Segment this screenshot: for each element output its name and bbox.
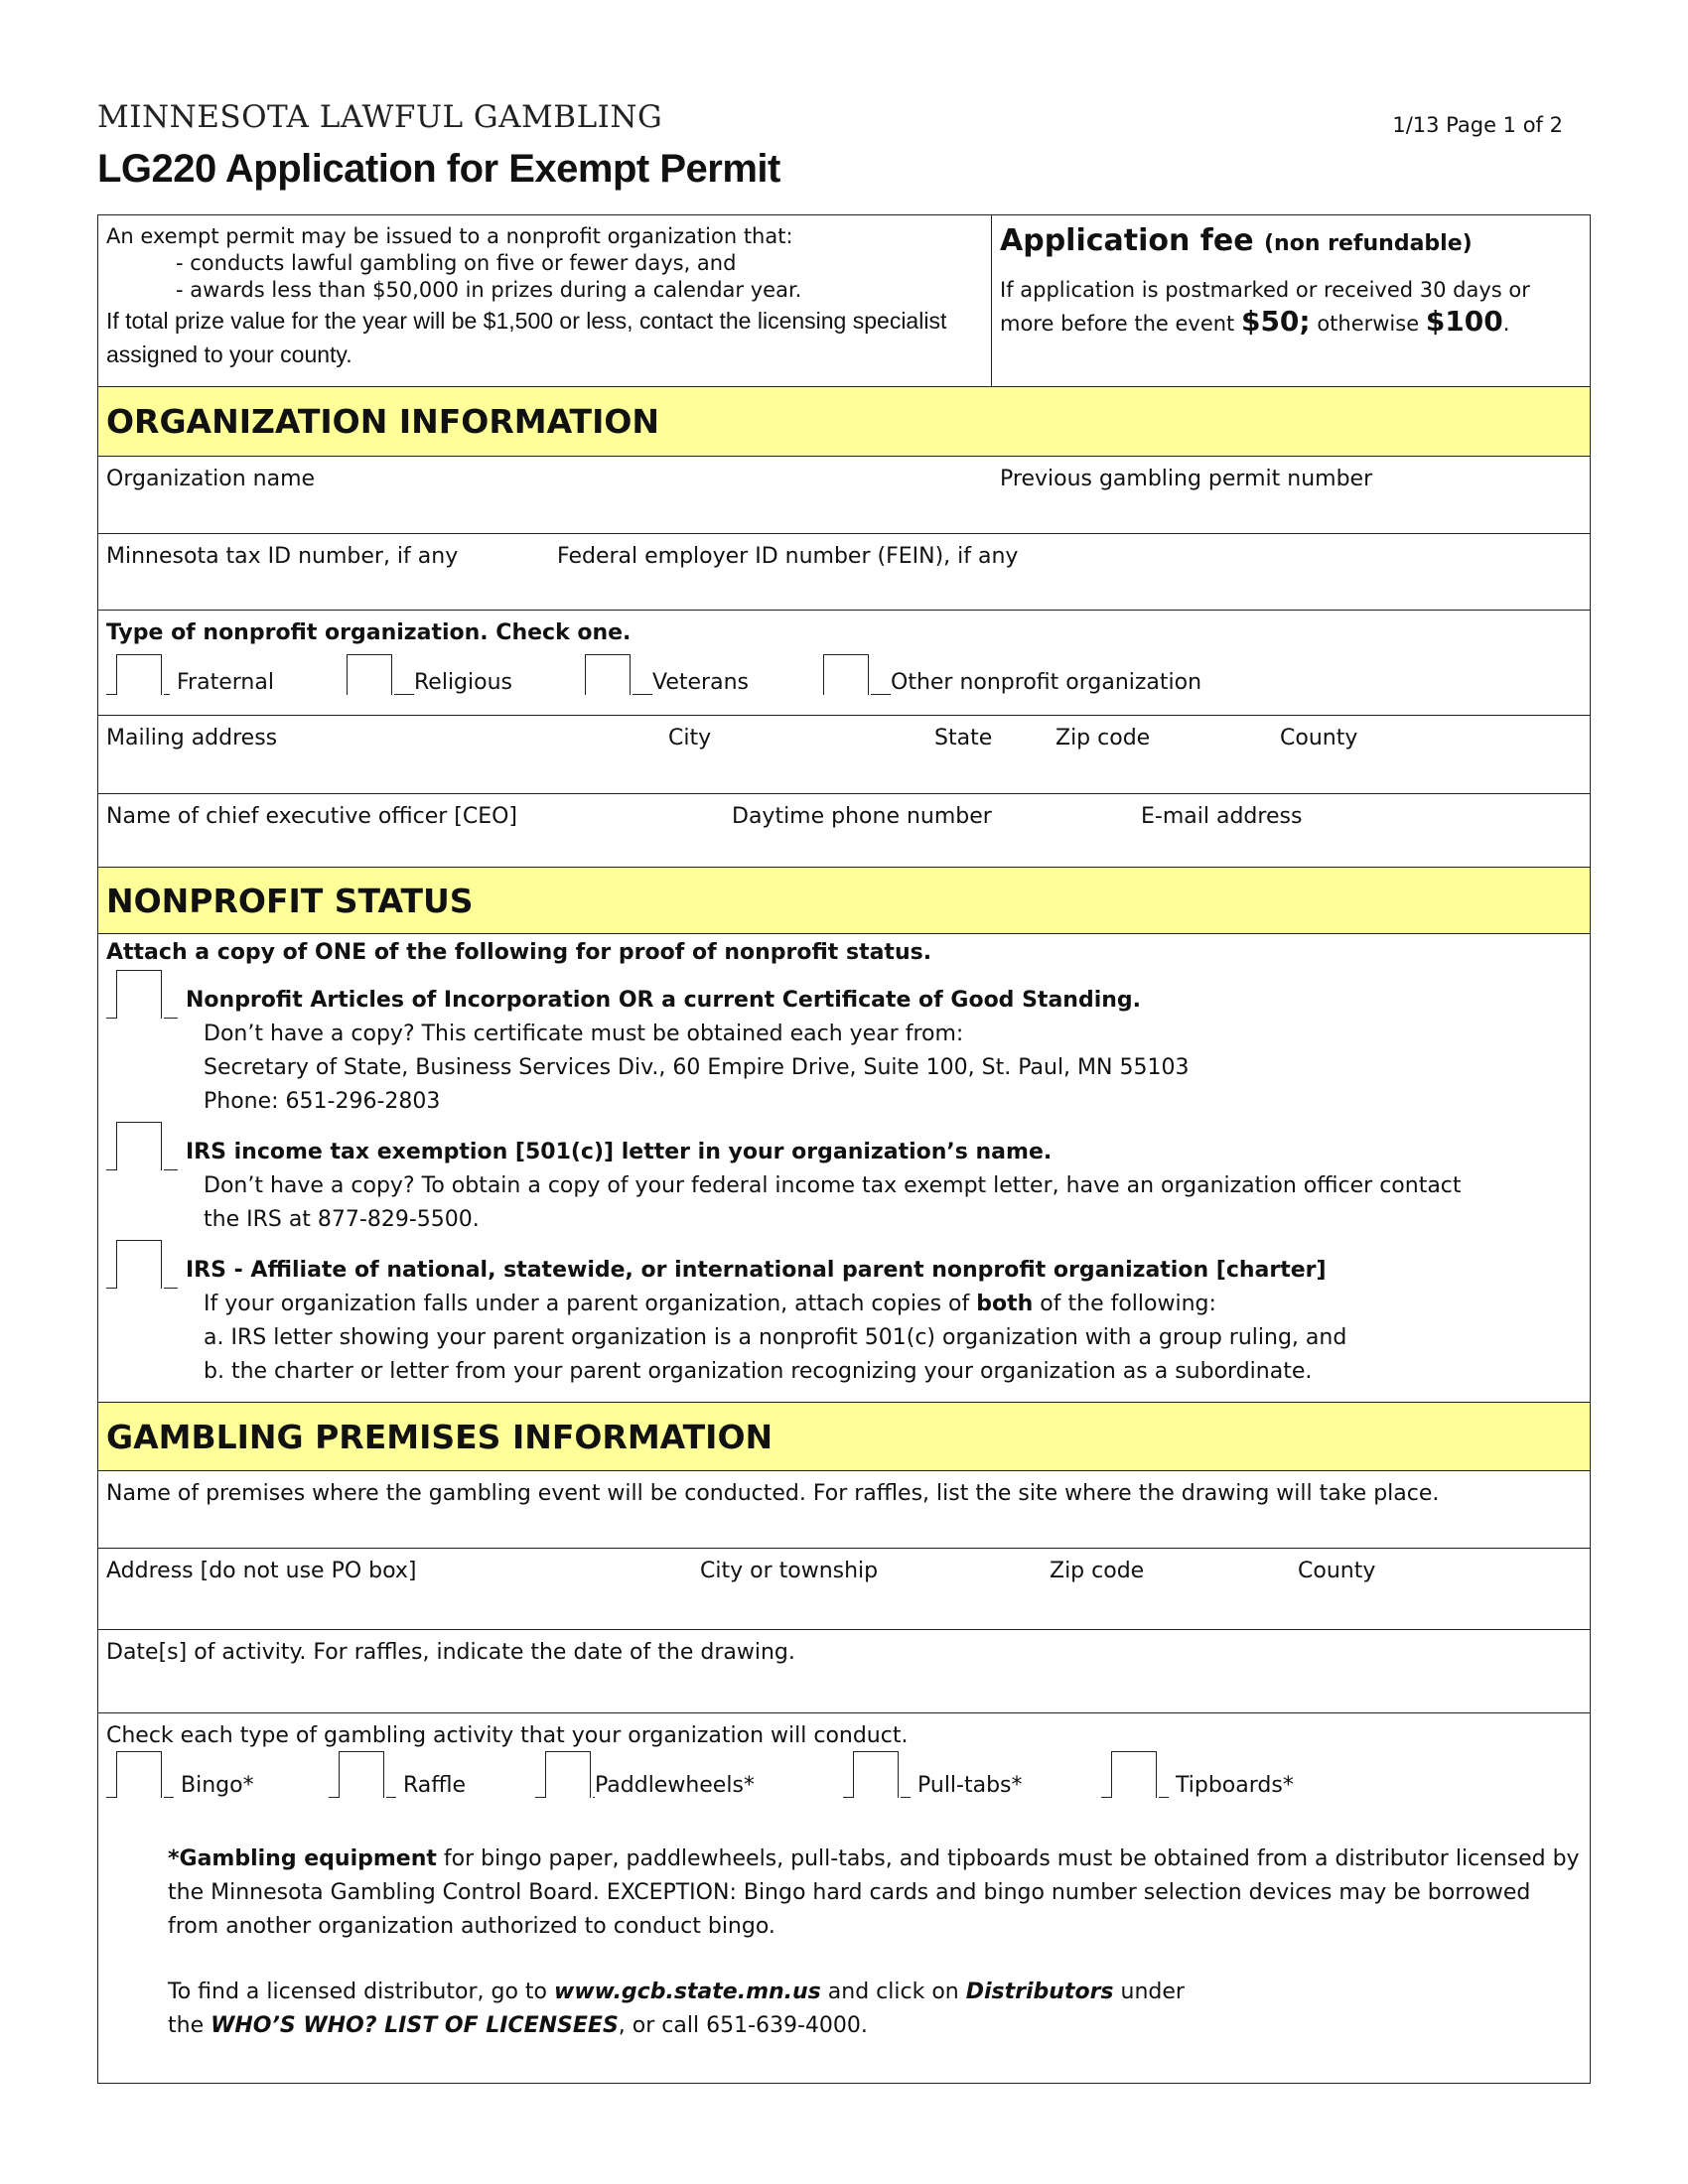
- option-text: a. IRS letter showing your parent organization is a nonprofit 501(c) organization with a group ruling, and: [204, 1325, 1347, 1350]
- checkbox[interactable]: [1111, 1751, 1157, 1798]
- checkbox[interactable]: [116, 1240, 162, 1289]
- fee-panel: [992, 215, 1590, 387]
- org-type-label-text: Veterans: [652, 670, 749, 695]
- premises-address-field[interactable]: Address [do not use PO box]: [106, 1559, 417, 1583]
- section-heading-premises: GAMBLING PREMISES INFORMATION: [98, 1403, 1590, 1471]
- org-type-row: [98, 611, 1590, 716]
- option-text-part: of the following:: [1040, 1292, 1216, 1316]
- fee-title: [1000, 223, 1582, 258]
- checkbox[interactable]: [823, 654, 869, 695]
- equipment-note-text: for bingo paper, paddlewheels, pull-tabs, and tipboards must be obtained from a distributor licensed by the Minnesota Gambling Control Board. EXCEPTION: Bingo hard cards and bingo number selection devices may be borrowed from another organization authorized to conduct bingo.: [168, 1846, 1580, 1939]
- option-text: b. the charter or letter from your parent organization recognizing your organization as a subordinate.: [204, 1359, 1313, 1384]
- fee-description: [1000, 274, 1582, 340]
- org-name-field[interactable]: Organization name: [106, 467, 316, 491]
- ceo-row: [98, 794, 1590, 868]
- org-type-fraternal[interactable]: [106, 654, 274, 695]
- mailing-address-field[interactable]: Mailing address: [106, 726, 278, 751]
- org-type-label: Type of nonprofit organization. Check one.: [106, 620, 632, 645]
- checkbox[interactable]: [585, 654, 631, 695]
- fee-title-text: Application fee: [1000, 223, 1254, 258]
- checkbox[interactable]: [116, 970, 162, 1019]
- equipment-note-bold: *Gambling equipment: [168, 1846, 437, 1871]
- checkbox[interactable]: [853, 1751, 899, 1798]
- email-field[interactable]: E-mail address: [1141, 804, 1303, 829]
- page-number: 1/13 Page 1 of 2: [1392, 113, 1563, 137]
- checkbox[interactable]: [116, 1751, 162, 1798]
- mn-tax-id-field[interactable]: Minnesota tax ID number, if any: [106, 544, 459, 569]
- form-title: LG220 Application for Exempt Permit: [97, 147, 780, 191]
- activity-label: Paddlewheels*: [595, 1773, 755, 1798]
- mailing-address-row: [98, 716, 1590, 794]
- checkbox[interactable]: [545, 1751, 591, 1798]
- intro-bullet: - conducts lawful gambling on five or fewer days, and: [176, 251, 737, 275]
- distributor-note: [168, 1976, 1580, 2043]
- activity-raffle[interactable]: [329, 1751, 466, 1798]
- org-type-label-text: Fraternal: [177, 670, 274, 695]
- checkbox[interactable]: [339, 1751, 384, 1798]
- tax-id-row: [98, 534, 1590, 611]
- activity-pulltabs[interactable]: [843, 1751, 1023, 1798]
- option-text-emphasis: both: [976, 1292, 1034, 1316]
- licensee-list-link[interactable]: WHO’S WHO? LIST OF LICENSEES: [211, 2013, 619, 2038]
- city-field[interactable]: City: [668, 726, 712, 751]
- activity-paddlewheels[interactable]: [535, 1751, 755, 1798]
- premises-city-field[interactable]: City or township: [700, 1559, 879, 1583]
- distributor-text: To find a licensed distributor, go to: [168, 1979, 547, 2004]
- intro-note: If total prize value for the year will be $1,500 or less, contact the licensing specialist assigned to your county.: [106, 308, 947, 367]
- premises-name-row: [98, 1471, 1590, 1549]
- form-body: [97, 214, 1591, 2084]
- activity-bingo[interactable]: [106, 1751, 254, 1798]
- option-text-part: If your organization falls under a parent organization, attach copies of: [204, 1292, 970, 1316]
- activity-label: Bingo*: [181, 1773, 254, 1798]
- intro-bullet: - awards less than $50,000 in prizes during a calendar year.: [176, 278, 802, 302]
- org-type-veterans[interactable]: [585, 654, 749, 695]
- fee-text: If application is postmarked or received 30 days or more before the event: [1000, 278, 1530, 336]
- section-heading-nonprofit: NONPROFIT STATUS: [98, 868, 1590, 934]
- premises-zip-field[interactable]: Zip code: [1050, 1559, 1145, 1583]
- form-page: [97, 99, 1591, 2038]
- option-text: Don’t have a copy? This certificate must be obtained each year from:: [204, 1022, 964, 1046]
- activity-label: Raffle: [403, 1773, 467, 1798]
- fee-amount-early: $50;: [1240, 305, 1311, 338]
- option-text: [186, 1288, 1346, 1321]
- fee-text: otherwise: [1317, 312, 1420, 336]
- prev-permit-field[interactable]: Previous gambling permit number: [1000, 467, 1373, 491]
- option-title: Nonprofit Articles of Incorporation OR a current Certificate of Good Standing.: [186, 988, 1142, 1013]
- activity-check-label: Check each type of gambling activity that your organization will conduct.: [106, 1723, 909, 1748]
- distributors-link[interactable]: Distributors: [965, 1979, 1114, 2004]
- org-name-row: [98, 457, 1590, 534]
- option-text: Don’t have a copy? To obtain a copy of your federal income tax exempt letter, have an organization officer contact: [204, 1173, 1462, 1198]
- activity-label: Tipboards*: [1176, 1773, 1294, 1798]
- checkbox[interactable]: [116, 1122, 162, 1170]
- distributor-text: the: [168, 2013, 205, 2038]
- gcb-website-link[interactable]: www.gcb.state.mn.us: [554, 1979, 821, 2004]
- premises-name-field[interactable]: Name of premises where the gambling event will be conducted. For raffles, list the site where the drawing will take place.: [106, 1481, 1440, 1506]
- activity-label: Pull-tabs*: [917, 1773, 1023, 1798]
- fee-title-note: (non refundable): [1264, 231, 1473, 256]
- org-type-other[interactable]: [823, 654, 1201, 695]
- activity-types-block: [98, 1713, 1590, 2083]
- org-type-religious[interactable]: [347, 654, 512, 695]
- option-text: Phone: 651-296-2803: [204, 1089, 441, 1114]
- distributor-text: , or call 651-639-4000.: [618, 2013, 868, 2038]
- activity-tipboards[interactable]: [1101, 1751, 1294, 1798]
- equipment-note: [168, 1843, 1580, 1944]
- option-title: IRS income tax exemption [501(c)] letter in your organization’s name.: [186, 1140, 1053, 1164]
- activity-dates-row: [98, 1630, 1590, 1713]
- option-title: IRS - Affiliate of national, statewide, or international parent nonprofit organization [charter]: [186, 1258, 1327, 1283]
- distributor-text: and click on: [827, 1979, 959, 2004]
- checkbox[interactable]: [116, 654, 162, 695]
- fein-field[interactable]: Federal employer ID number (FEIN), if any: [557, 544, 1019, 569]
- ceo-name-field[interactable]: Name of chief executive officer [CEO]: [106, 804, 518, 829]
- fee-text: .: [1502, 312, 1510, 336]
- agency-name: MINNESOTA LAWFUL GAMBLING: [97, 99, 663, 135]
- nonprofit-status-block: [98, 934, 1590, 1403]
- phone-field[interactable]: Daytime phone number: [732, 804, 992, 829]
- premises-address-row: [98, 1549, 1590, 1630]
- org-type-label-text: Other nonprofit organization: [891, 670, 1202, 695]
- zip-field[interactable]: Zip code: [1055, 726, 1151, 751]
- section-heading-organization: ORGANIZATION INFORMATION: [98, 387, 1590, 457]
- checkbox[interactable]: [347, 654, 392, 695]
- activity-dates-field[interactable]: Date[s] of activity. For raffles, indicate the date of the drawing.: [106, 1640, 795, 1665]
- fee-amount-late: $100: [1425, 305, 1503, 338]
- option-text: the IRS at 877-829-5500.: [204, 1207, 480, 1232]
- option-text: Secretary of State, Business Services Div., 60 Empire Drive, Suite 100, St. Paul, MN 55103: [204, 1055, 1190, 1080]
- intro-panel: [98, 215, 992, 387]
- intro-line: An exempt permit may be issued to a nonprofit organization that:: [106, 224, 793, 248]
- premises-county-field[interactable]: County: [1298, 1559, 1376, 1583]
- org-type-label-text: Religious: [414, 670, 512, 695]
- county-field[interactable]: County: [1280, 726, 1358, 751]
- nonprofit-attach-label: Attach a copy of ONE of the following for proof of nonprofit status.: [106, 940, 932, 965]
- state-field[interactable]: State: [934, 726, 993, 751]
- distributor-text: under: [1120, 1979, 1185, 2004]
